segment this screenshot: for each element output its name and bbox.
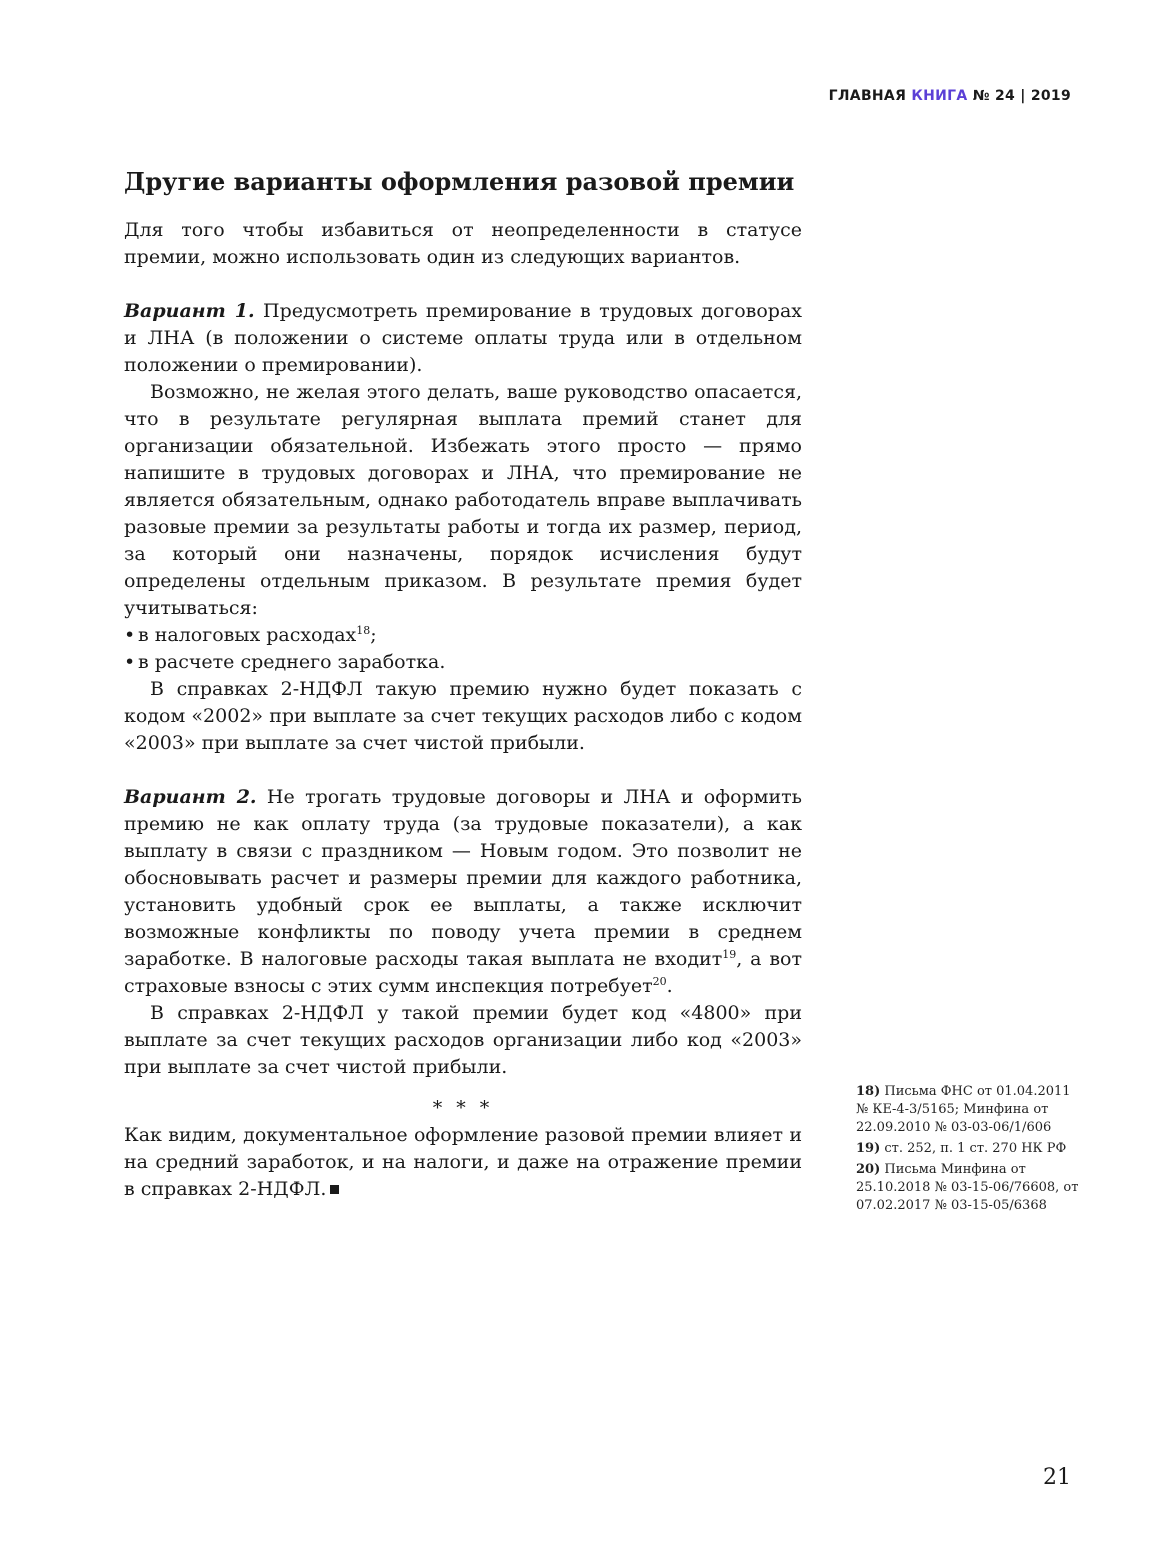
variant2-text-c: . — [666, 975, 673, 997]
intro-paragraph: Для того чтобы избавиться от неопределенности в статусе премии, можно использовать один из следующих вариантов. — [124, 219, 802, 268]
footnote-text: ст. 252, п. 1 ст. 270 НК РФ — [884, 1141, 1067, 1156]
article-body — [124, 168, 802, 1203]
bullet1-end: ; — [370, 624, 377, 646]
footnote-ref-19: 19 — [722, 948, 737, 961]
footnote-number: 19) — [856, 1141, 881, 1156]
variant2-label: Вариант 2. — [124, 786, 257, 808]
brand-part1: ГЛАВНАЯ — [828, 88, 907, 104]
variant1-para3: В справках 2-НДФЛ такую премию нужно будет показать с кодом «2002» при выплате за счет текущих расходов либо с кодом «2003» при выплате за счет чистой прибыли. — [124, 678, 802, 754]
bullet1-text: в налоговых расходах — [138, 624, 357, 646]
variant2-paragraph — [124, 784, 802, 1000]
footnote-18 — [856, 1083, 1081, 1137]
footnote-19 — [856, 1140, 1081, 1158]
footnotes — [856, 1083, 1081, 1218]
bullet-list — [124, 622, 802, 676]
brand-part2: КНИГА — [911, 88, 968, 104]
list-item — [124, 649, 802, 676]
variant1-label: Вариант 1. — [124, 300, 255, 322]
footnote-20 — [856, 1161, 1081, 1215]
conclusion-text: Как видим, документальное оформление разовой премии влияет и на средний заработок, и на налоги, и даже на отражение премии в справках 2-НДФЛ. — [124, 1124, 802, 1200]
variant2-para2: В справках 2-НДФЛ у такой премии будет код «4800» при выплате за счет текущих расходов организации либо код «2003» при выплате за счет чистой прибыли. — [124, 1002, 802, 1078]
variant1-text: Предусмотреть премирование в трудовых договорах и ЛНА (в положении о системе оплаты труда или в отдельном положении о премировании). — [124, 300, 803, 376]
variant1-para2: Возможно, не желая этого делать, ваше руководство опасается, что в результате регулярная выплата премий станет для организации обязательной. Избежать этого просто — прямо напишите в трудовых договорах и ЛНА, что премирование не является обязательным, однако работодатель вправе выплачивать разовые премии за результаты работы и тогда их размер, период, за который они назначены, порядок исчисления будут определены отдельным приказом. В результате премия будет учитываться: — [124, 381, 802, 619]
running-header — [829, 88, 1071, 104]
variant2-text-a: Не трогать трудовые договоры и ЛНА и оформить премию не как оплату труда (за трудовые показатели), а как выплату в связи с праздником — Новым годом. Это позволит не обосновывать расчет и размеры премии для каждого работника, установить удобный срок ее выплаты, а также исключит возможные конфликты по поводу учета премии в среднем заработке. В налоговые расходы такая выплата не входит — [124, 786, 803, 970]
page-number: 21 — [1043, 1465, 1071, 1490]
footnote-number: 18) — [856, 1084, 881, 1099]
footnote-number: 20) — [856, 1162, 881, 1177]
issue-number: № 24 | 2019 — [972, 88, 1071, 104]
section-separator: * * * — [432, 1097, 494, 1119]
end-of-article-mark — [330, 1185, 339, 1194]
bullet2-text: в расчете среднего заработка. — [138, 651, 446, 673]
footnote-ref-20: 20 — [652, 975, 667, 988]
footnote-text: Письма Минфина от 25.10.2018 № 03-15-06/76608, от 07.02.2017 № 03-15-05/6368 — [856, 1162, 1079, 1213]
footnote-ref-18: 18 — [356, 624, 371, 637]
section-title: Другие варианты оформления разовой премии — [124, 167, 795, 196]
footnote-text: Письма ФНС от 01.04.2011 № КЕ-4-3/5165; Минфина от 22.09.2010 № 03-03-06/1/606 — [856, 1084, 1071, 1135]
list-item — [124, 622, 802, 649]
conclusion-paragraph — [124, 1122, 802, 1203]
variant1-paragraph — [124, 298, 802, 379]
variant2-text-b: , а вот страховые взносы с этих сумм инспекция потребует — [124, 948, 802, 997]
